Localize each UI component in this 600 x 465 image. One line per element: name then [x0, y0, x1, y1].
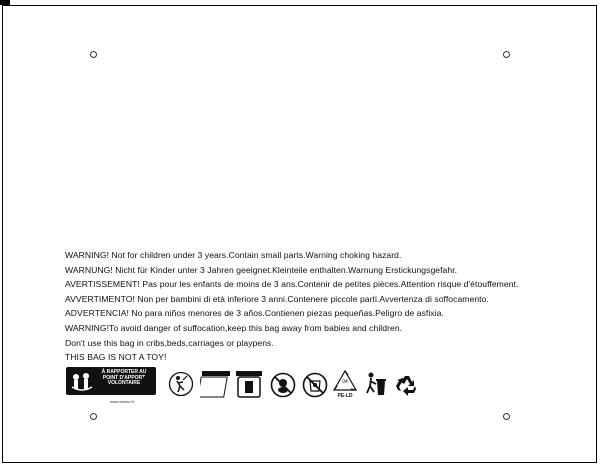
warning-line-es: ADVERTENCIA! No para niños menores de 3 años.Contienen piezas pequeñas.Peligro de asfixia. — [65, 308, 444, 319]
warning-line-de: WARNUNG! Nicht für Kinder unter 3 Jahren geeignet.Kleinteile enthalten.Warnung Erstickungsgefahr. — [65, 264, 458, 275]
punch-hole-bottom-left — [90, 413, 97, 420]
usage-warning: Don't use this bag in cribs,beds,carriages or playpens. — [65, 337, 274, 348]
no-small-children-icon — [270, 372, 296, 398]
no-plastic-bag-icon — [302, 372, 328, 398]
punch-hole-top-right — [503, 51, 510, 58]
suffocation-warning: WARNING!To avoid danger of suffocation,keep this bag away from babies and children. — [65, 322, 403, 333]
warning-line-en: WARNING! Not for children under 3 years.Contain small parts.Warning choking hazard. — [65, 250, 402, 260]
warning-text-block — [65, 248, 585, 365]
sorting-person-icon — [168, 371, 194, 397]
warning-line-it: AVVERTIMENTO! Non per bambini di età inferiore 3 anni.Contenere piccole parti.Avvertenza di soffocamento. — [65, 293, 489, 304]
tidyman-icon — [364, 371, 388, 399]
ldpe-label: PE-LD — [337, 393, 353, 399]
ldpe-code: 04 — [342, 379, 348, 385]
not-a-toy-warning: THIS BAG IS NOT A TOY! — [65, 352, 167, 363]
recycle-arrows-icon — [394, 372, 420, 398]
recycling-symbols-row — [66, 367, 426, 407]
recycling-bins-icon — [200, 367, 266, 401]
triman-url: www.triman.fr — [110, 399, 135, 404]
ldpe-recycling-icon — [332, 369, 358, 401]
punch-hole-top-left — [90, 51, 97, 58]
triman-logo-icon — [66, 367, 158, 407]
punch-hole-bottom-right — [503, 413, 510, 420]
triman-label: À RAPPORTER AU POINT D'APPORT VOLONTAIRE — [101, 369, 147, 387]
warning-line-fr: AVERTISSEMENT! Pas pour les enfants de moins de 3 ans.Contenir de petites pièces.Attention risque d'étouffement. — [65, 279, 519, 290]
